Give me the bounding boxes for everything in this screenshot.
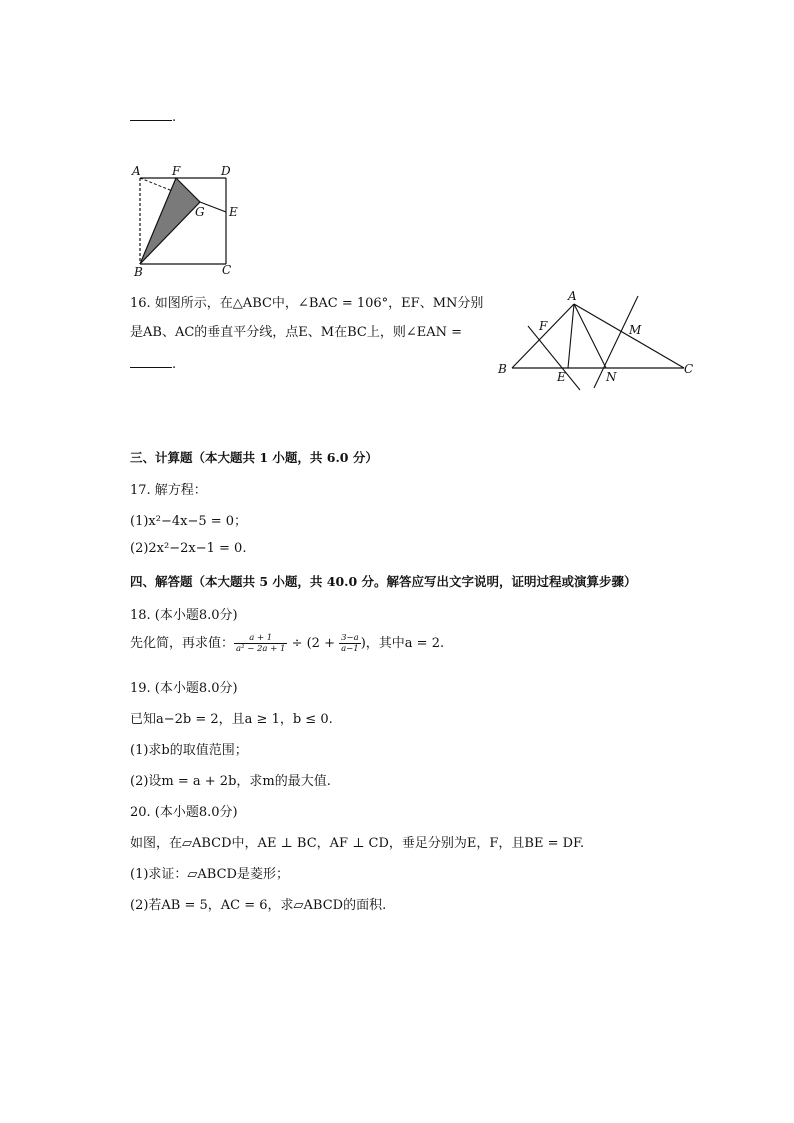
q16-line-1: 16. 如图所示，在△ABC中，∠BAC = 106°，EF、MN分别 <box>130 296 484 311</box>
label-g: G <box>195 205 205 219</box>
q18-fraction-1-numerator: a + 1 <box>234 633 287 644</box>
side-ab <box>512 304 574 368</box>
q18-fraction-1-denominator: a² − 2a + 1 <box>236 644 286 654</box>
label-n: N <box>606 370 617 384</box>
shaded-triangle-bfg <box>140 178 200 264</box>
answer-blank <box>130 108 172 121</box>
q19-stem: 已知a−2b = 2，且a ≥ 1，b ≤ 0. <box>130 712 333 727</box>
label-b: B <box>134 265 143 279</box>
label-b: B <box>498 362 507 376</box>
q16-line-3 <box>130 355 176 372</box>
section-3-heading: 三、计算题（本大题共 1 小题，共 6.0 分） <box>130 450 378 465</box>
q20-title: 20. (本小题8.0分) <box>130 805 238 820</box>
q19-part-2: (2)设m = a + 2b，求m的最大值. <box>130 774 331 789</box>
q18-fraction-2-numerator: 3−a <box>341 633 359 643</box>
q16-answer-blank <box>130 355 172 368</box>
q19-title: 19. (本小题8.0分) <box>130 681 238 696</box>
label-c: C <box>684 362 694 376</box>
label-a: A <box>568 289 577 303</box>
segment-ae <box>568 304 574 368</box>
q18-prefix: 先化简，再求值： <box>130 636 235 651</box>
q18-expression <box>130 632 444 654</box>
label-d: D <box>221 164 231 178</box>
q20-part-2: (2)若AB = 5，AC = 6，求▱ABCD的面积. <box>130 898 387 913</box>
label-m: M <box>629 323 642 337</box>
bisector-ef <box>528 326 580 390</box>
q18-title: 18. (本小题8.0分) <box>130 608 238 623</box>
figure-triangle-bisectors <box>494 286 704 396</box>
q17-title: 17. 解方程： <box>130 483 207 498</box>
q17-part-2: (2)2x²−2x−1 = 0. <box>130 541 247 556</box>
q18-middle: ÷ (2 + <box>287 636 340 651</box>
figure-square-triangle <box>128 160 248 280</box>
q18-suffix: )，其中a = 2. <box>360 636 445 651</box>
q17-part-1: (1)x²−4x−5 = 0； <box>130 514 248 529</box>
answer-blank-suffix: . <box>172 110 177 125</box>
label-e: E <box>557 370 566 384</box>
q20-part-1: (1)求证：▱ABCD是菱形； <box>130 867 289 882</box>
q18-fraction-2 <box>339 633 361 654</box>
label-e: E <box>229 205 238 219</box>
section-4-heading: 四、解答题（本大题共 5 小题，共 40.0 分。解答应写出文字说明，证明过程或演算步骤） <box>130 574 637 589</box>
label-a: A <box>132 164 141 178</box>
label-c: C <box>222 263 232 277</box>
q16-blank-suffix: . <box>172 357 177 372</box>
q18-fraction-2-denominator: a−1 <box>341 644 359 654</box>
q18-fraction-1 <box>234 633 287 654</box>
answer-blank-line <box>130 108 176 125</box>
q19-part-1: (1)求b的取值范围； <box>130 743 248 758</box>
label-f: F <box>539 319 548 333</box>
label-f: F <box>172 164 181 178</box>
q20-stem: 如图，在▱ABCD中，AE ⊥ BC，AF ⊥ CD，垂足分别为E，F，且BE = DF. <box>130 836 585 851</box>
q16-line-2: 是AB、AC的垂直平分线，点E、M在BC上，则∠EAN = <box>130 325 462 340</box>
